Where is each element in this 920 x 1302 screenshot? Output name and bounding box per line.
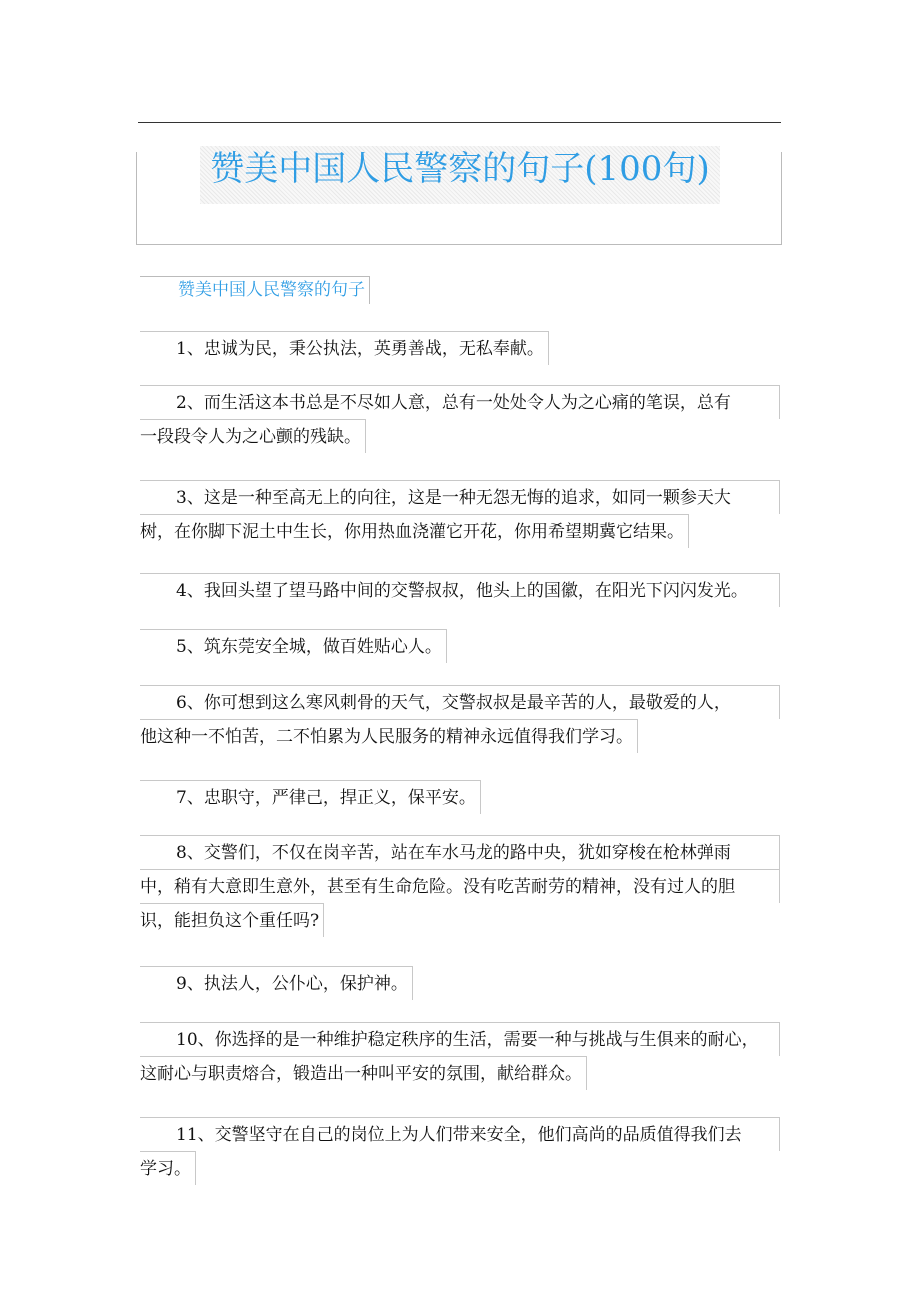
sentence-9 (140, 966, 780, 1012)
sentence-line: 中，稍有大意即生意外，甚至有生命危险。没有吃苦耐劳的精神，没有过人的胆 (140, 869, 780, 903)
sentence-line: 7、忠职守，严律己，捍正义，保平安。 (140, 780, 481, 814)
sentence-line: 2、而生活这本书总是不尽如人意，总有一处处令人为之心痛的笔误，总有 (140, 385, 780, 419)
sentence-6 (140, 685, 780, 765)
sentence-line: 5、筑东莞安全城，做百姓贴心人。 (140, 629, 447, 663)
sentence-11 (140, 1117, 780, 1197)
sentence-line: 树，在你脚下泥土中生长，你用热血浇灌它开花，你用希望期冀它结果。 (140, 514, 689, 548)
sentence-7 (140, 780, 780, 826)
top-divider (138, 122, 781, 123)
sentence-line: 10、你选择的是一种维护稳定秩序的生活，需要一种与挑战与生俱来的耐心， (140, 1022, 780, 1056)
sentence-2 (140, 385, 780, 465)
sentence-4 (140, 573, 780, 607)
sentence-line: 9、执法人，公仆心，保护神。 (140, 966, 413, 1000)
sentence-line: 1、忠诚为民，秉公执法，英勇善战，无私奉献。 (140, 331, 549, 365)
sentence-line: 他这种一不怕苦，二不怕累为人民服务的精神永远值得我们学习。 (140, 719, 638, 753)
sentence-3 (140, 480, 780, 560)
sentence-line: 6、你可想到这么寒风刺骨的天气，交警叔叔是最辛苦的人，最敬爱的人， (140, 685, 780, 719)
document-title: 赞美中国人民警察的句子(100句) (200, 146, 720, 204)
sentence-line: 识，能担负这个重任吗? (140, 903, 324, 937)
section-subtitle: 赞美中国人民警察的句子 (140, 276, 370, 304)
sentence-line: 4、我回头望了望马路中间的交警叔叔，他头上的国徽，在阳光下闪闪发光。 (140, 573, 780, 607)
sentence-line: 8、交警们，不仅在岗辛苦，站在车水马龙的路中央，犹如穿梭在枪林弹雨 (140, 835, 780, 869)
sentence-10 (140, 1022, 780, 1102)
sentence-line: 一段段令人为之心颤的残缺。 (140, 419, 366, 453)
sentence-line: 3、这是一种至高无上的向往，这是一种无怨无悔的追求，如同一颗参天大 (140, 480, 780, 514)
sentence-line: 这耐心与职责熔合，锻造出一种叫平安的氛围，献给群众。 (140, 1056, 587, 1090)
sentence-1 (140, 331, 780, 377)
sentence-5 (140, 629, 780, 675)
sentence-line: 学习。 (140, 1151, 196, 1185)
sentence-8 (140, 835, 780, 949)
sentence-line: 11、交警坚守在自己的岗位上为人们带来安全，他们高尚的品质值得我们去 (140, 1117, 780, 1151)
